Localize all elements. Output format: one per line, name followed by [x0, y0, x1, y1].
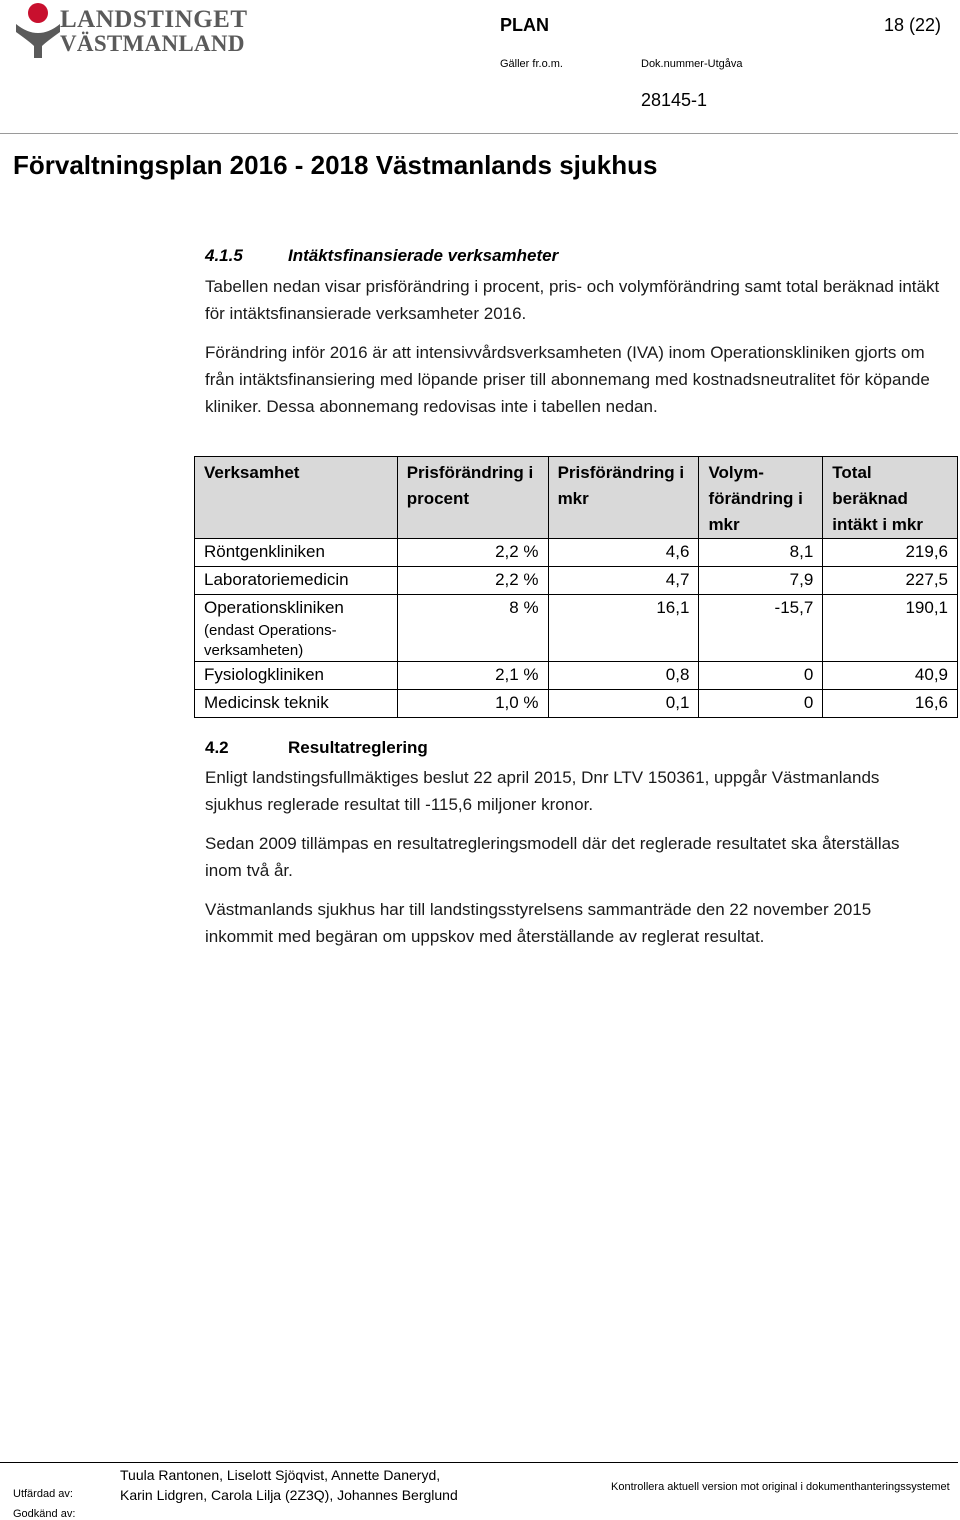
logo-symbol-icon: [12, 2, 64, 60]
cell-price-mkr: 0,8: [548, 662, 699, 690]
cell-total-mkr: 219,6: [823, 539, 958, 567]
paragraph: Västmanlands sjukhus har till landstingsstyrelsens sammanträde den 22 november 2015 inkommit med begäran om uppskov med återställande av reglerat resultat.: [205, 900, 872, 946]
cell-total-mkr: 227,5: [823, 567, 958, 595]
cell-price-mkr: 4,7: [548, 567, 699, 595]
cell-price-mkr: 0,1: [548, 690, 699, 718]
cell-price-percent: 1,0 %: [397, 690, 548, 718]
cell-price-percent: 2,2 %: [397, 539, 548, 567]
cell-price-percent: 2,1 %: [397, 662, 548, 690]
table-row: [195, 539, 958, 567]
cell-price-percent: 8 %: [397, 595, 548, 662]
page-title: Förvaltningsplan 2016 - 2018 Västmanlands sjukhus: [13, 150, 658, 180]
table-row: [195, 595, 958, 662]
cell-total-mkr: 40,9: [823, 662, 958, 690]
logo-text-line2: VÄSTMANLAND: [60, 31, 245, 56]
cell-volume-mkr: 8,1: [699, 539, 823, 567]
cell-volume-mkr: 7,9: [699, 567, 823, 595]
paragraph: Tabellen nedan visar prisförändring i procent, pris- och volymförändring samt total beräknad intäkt för intäktsfinansierade verksamheter 2016.: [205, 277, 940, 323]
section-number: 4.1.5: [205, 246, 243, 265]
footer-note: Kontrollera aktuell version mot original i dokumenthanteringssystemet: [611, 1481, 950, 1493]
header-divider: [0, 133, 958, 134]
cell-verksamhet: Medicinsk teknik: [195, 690, 398, 718]
cell-verksamhet: Laboratoriemedicin: [195, 567, 398, 595]
section-title: Intäktsfinansierade verksamheter: [288, 246, 559, 265]
cell-total-mkr: 16,6: [823, 690, 958, 718]
table-row: [195, 567, 958, 595]
valid-from-label: Gäller fr.o.m.: [500, 58, 563, 70]
cell-verksamhet: [195, 595, 398, 662]
cell-verksamhet-note: (endast Operations-verksamheten): [204, 622, 337, 659]
issued-by-label: Utfärdad av:: [13, 1488, 73, 1500]
cell-verksamhet: Fysiologkliniken: [195, 662, 398, 690]
paragraph: Enligt landstingsfullmäktiges beslut 22 april 2015, Dnr LTV 150361, uppgår Västmanlands sjukhus reglerade resultat till -115,6 miljoner kronor.: [205, 768, 880, 814]
cell-total-mkr: 190,1: [823, 595, 958, 662]
section-title: Resultatreglering: [288, 738, 428, 757]
document-number-label: Dok.nummer-Utgåva: [641, 58, 743, 70]
cell-price-percent: 2,2 %: [397, 567, 548, 595]
column-header: Total beräknad intäkt i mkr: [823, 457, 958, 539]
revenue-table: [194, 456, 958, 718]
approved-by-label: Godkänd av:: [13, 1508, 76, 1520]
authors-line: Karin Lidgren, Carola Lilja (2Z3Q), Johannes Berglund: [120, 1487, 458, 1503]
section-heading-4-1-5: [205, 246, 558, 266]
cell-verksamhet: Röntgenkliniken: [195, 539, 398, 567]
authors-line: Tuula Rantonen, Liselott Sjöqvist, Annette Daneryd,: [120, 1467, 441, 1483]
cell-price-mkr: 16,1: [548, 595, 699, 662]
document-type: PLAN: [500, 15, 549, 35]
section-number: 4.2: [205, 738, 229, 757]
column-header: Verksamhet: [195, 457, 398, 539]
table-row: [195, 662, 958, 690]
paragraph: Sedan 2009 tillämpas en resultatregleringsmodell där det reglerade resultatet ska återställas inom två år.: [205, 834, 900, 880]
column-header: Volym-förändring i mkr: [699, 457, 823, 539]
cell-price-mkr: 4,6: [548, 539, 699, 567]
footer-authors: [120, 1465, 458, 1505]
footer-divider: [0, 1462, 958, 1463]
section-heading-4-2: [205, 738, 428, 758]
page-number: 18 (22): [884, 15, 942, 35]
cell-volume-mkr: -15,7: [699, 595, 823, 662]
document-number: 28145-1: [641, 90, 708, 110]
cell-verksamhet-name: Operationskliniken: [204, 598, 344, 617]
column-header: Prisförändring i procent: [397, 457, 548, 539]
table-header-row: [195, 457, 958, 539]
logo-text-line1: LANDSTINGET: [60, 6, 248, 33]
cell-volume-mkr: 0: [699, 690, 823, 718]
paragraph: Förändring inför 2016 är att intensivvårdsverksamheten (IVA) inom Operationskliniken gjorts om från intäktsfinansiering med löpande priser till abonnemang med kostnadsneutralitet för köpande kliniker. Dessa abonnemang redovisas inte i tabellen nedan.: [205, 343, 930, 416]
table-row: [195, 690, 958, 718]
column-header: Prisförändring i mkr: [548, 457, 699, 539]
cell-volume-mkr: 0: [699, 662, 823, 690]
